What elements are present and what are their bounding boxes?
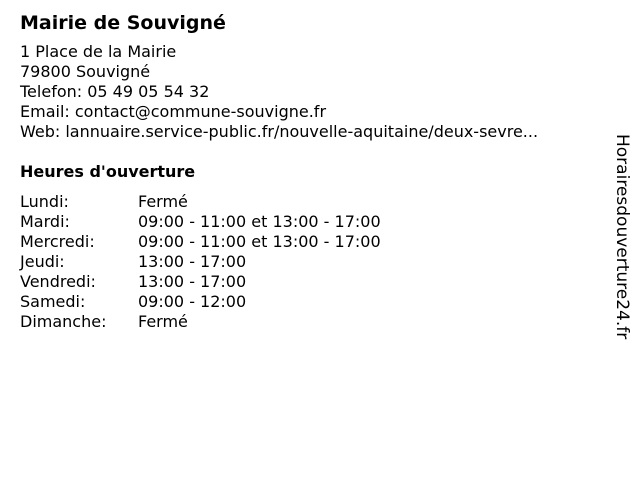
page-title: Mairie de Souvigné [20,12,226,34]
day-hours: 13:00 - 17:00 [138,252,247,271]
day-label: Mercredi: [20,232,95,251]
hours-row-monday [20,192,600,212]
address-web: Web: lannuaire.service-public.fr/nouvelle-aquitaine/deux-sevre... [20,122,539,141]
hours-heading: Heures d'ouverture [20,162,196,181]
hours-row-thursday [20,252,600,272]
day-hours: Fermé [138,192,188,211]
address-street: 1 Place de la Mairie [20,42,177,61]
day-hours: 13:00 - 17:00 [138,272,247,291]
day-hours: 09:00 - 12:00 [138,292,247,311]
hours-row-wednesday [20,232,600,252]
day-label: Mardi: [20,212,70,231]
address-phone: Telefon: 05 49 05 54 32 [20,82,210,101]
hours-row-friday [20,272,600,292]
day-label: Jeudi: [20,252,65,271]
day-label: Samedi: [20,292,86,311]
business-card [20,10,600,332]
day-label: Lundi: [20,192,69,211]
address-city: 79800 Souvigné [20,62,151,81]
day-label: Dimanche: [20,312,107,331]
day-hours: Fermé [138,312,188,331]
address-email: Email: contact@commune-souvigne.fr [20,102,327,121]
hours-row-tuesday [20,212,600,232]
hours-row-saturday [20,292,600,312]
day-hours: 09:00 - 11:00 et 13:00 - 17:00 [138,232,381,251]
brand-watermark: Horairesdouverture24.fr [612,134,632,340]
day-label: Vendredi: [20,272,96,291]
hours-row-sunday [20,312,600,332]
day-hours: 09:00 - 11:00 et 13:00 - 17:00 [138,212,381,231]
